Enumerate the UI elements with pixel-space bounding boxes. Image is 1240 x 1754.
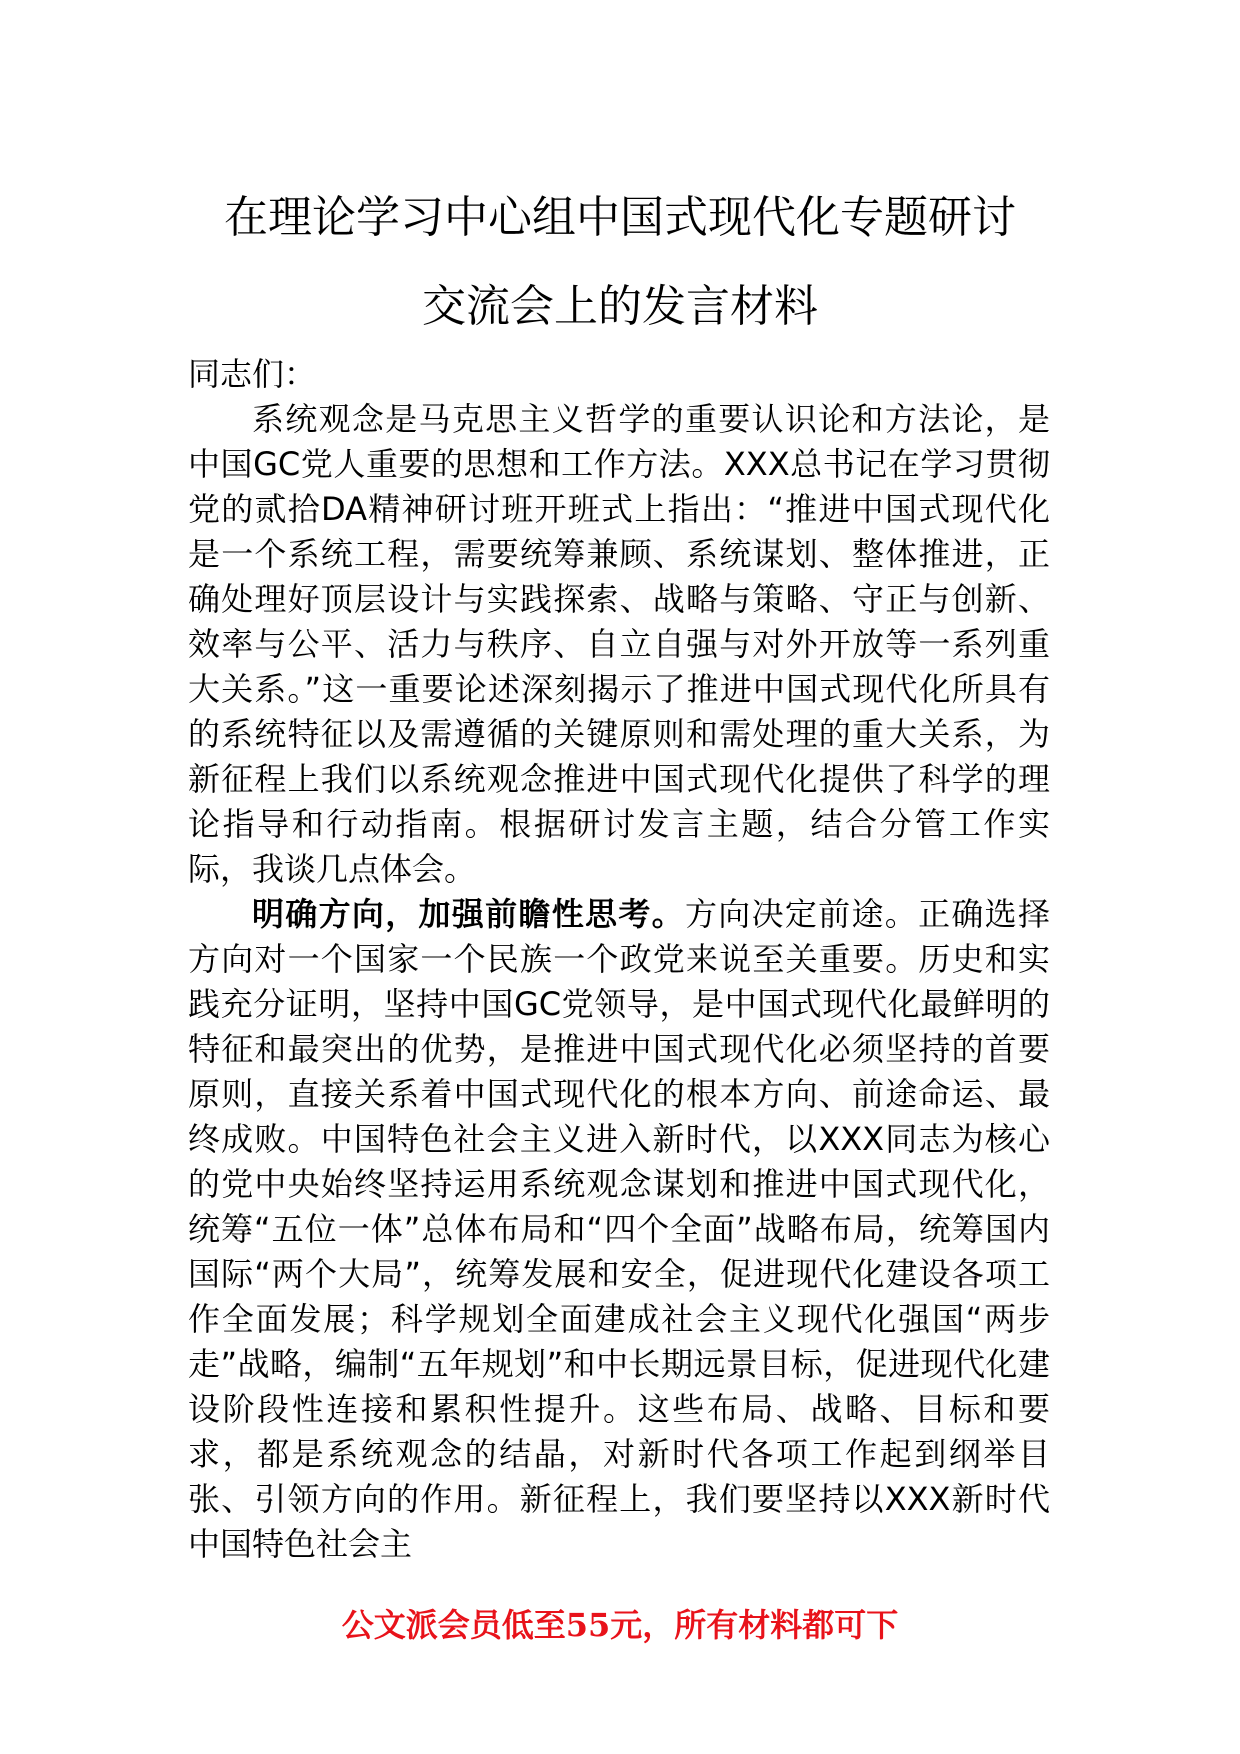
- paragraph-2-heading: 明确方向，加强前瞻性思考。: [252, 895, 685, 933]
- document-title-line-2: 交流会上的发言材料: [422, 281, 818, 332]
- paragraph-2-body: 方向决定前途。正确选择方向对一个国家一个民族一个政党来说至关重要。历史和实践充分证明，坚持中国GC党领导，是中国式现代化最鲜明的特征和最突出的优势，是推进中国式现代化必须坚持的首要原则，直接关系着中国式现代化的根本方向、前途命运、最终成败。中国特色社会主义进入新时代，以XXX同志为核心的党中央始终坚持运用系统观念谋划和推进中国式现代化，统筹“五位一体”总体布局和“四个全面”战略布局，统筹国内国际“两个大局”，统筹发展和安全，促进现代化建设各项工作全面发展；科学规划全面建成社会主义现代化强国“两步走”战略，编制“五年规划”和中长期远景目标，促进现代化建设阶段性连接和累积性提升。这些布局、战略、目标和要求，都是系统观念的结晶，对新时代各项工作起到纲举目张、引领方向的作用。新征程上，我们要坚持以XXX新时代中国特色社会主: [188, 895, 1050, 1563]
- promo-banner: 公文派会员低至55元，所有材料都可下: [341, 1606, 899, 1644]
- paragraph-1: 系统观念是马克思主义哲学的重要认识论和方法论，是中国GC党人重要的思想和工作方法。XXX总书记在学习贯彻党的贰拾DA精神研讨班开班式上指出：“推进中国式现代化是一个系统工程，需要统筹兼顾、系统谋划、整体推进，正确处理好顶层设计与实践探索、战略与策略、守正与创新、效率与公平、活力与秩序、自立自强与对外开放等一系列重大关系。”这一重要论述深刻揭示了推进中国式现代化所具有的系统特征以及需遵循的关键原则和需处理的重大关系，为新征程上我们以系统观念推进中国式现代化提供了科学的理论指导和行动指南。根据研讨发言主题，结合分管工作实际，我谈几点体会。: [188, 400, 1050, 888]
- paragraph-2: [188, 892, 1050, 1567]
- document-title-line-1: 在理论学习中心组中国式现代化专题研讨: [224, 192, 1016, 243]
- document-body: [188, 352, 1050, 1567]
- salutation: 同志们：: [188, 355, 317, 393]
